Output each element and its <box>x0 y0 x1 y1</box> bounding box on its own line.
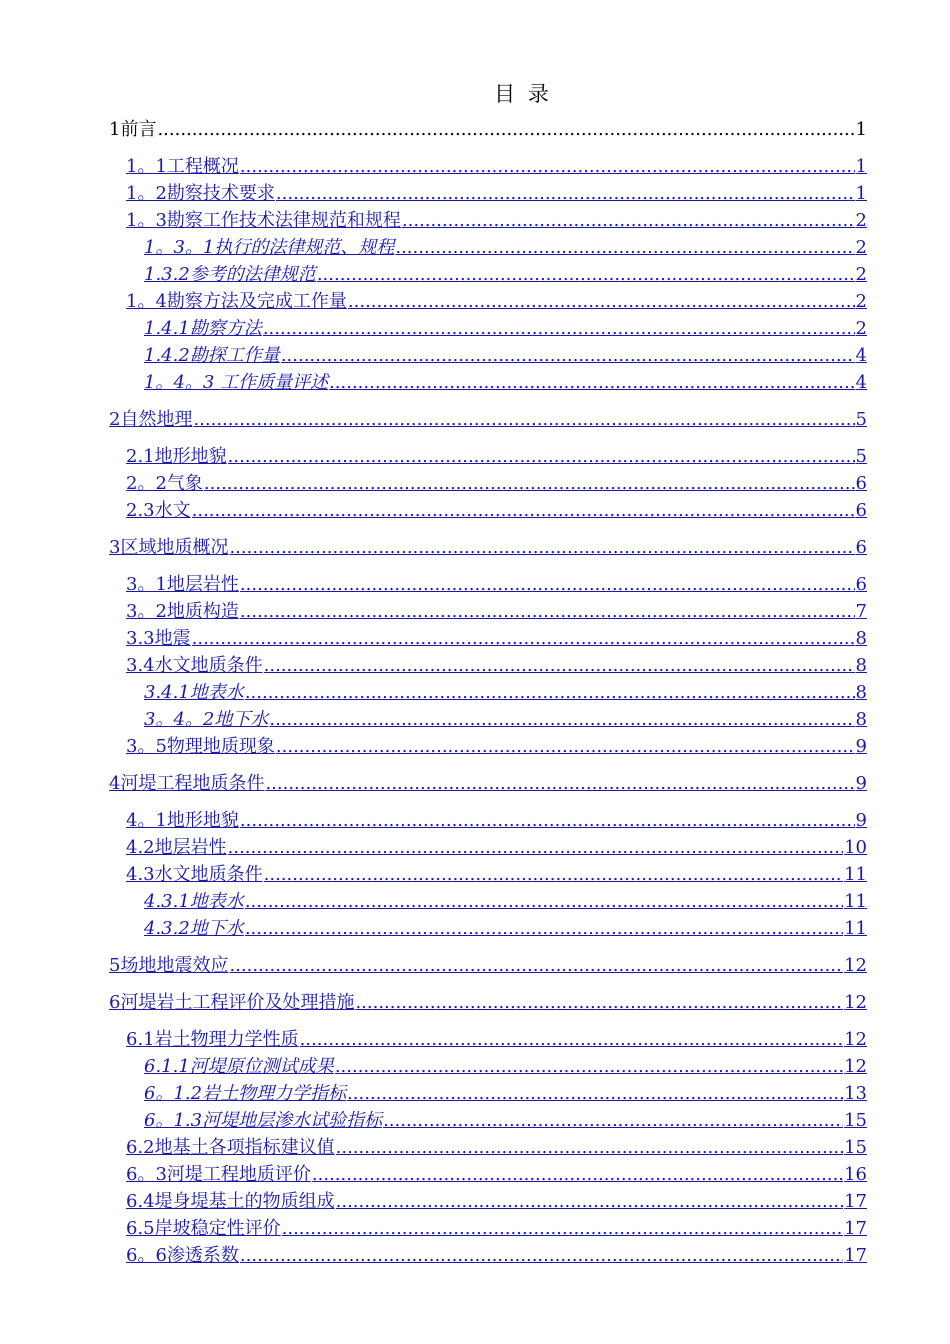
toc-page-number: 6 <box>855 574 867 595</box>
toc-dot-leader <box>264 654 855 678</box>
toc-page-number: 1 <box>855 119 867 140</box>
toc-dot-leader <box>347 1082 843 1106</box>
toc-entry-text: 3。1地层岩性 <box>126 574 239 595</box>
toc-entry[interactable] <box>126 1163 867 1187</box>
toc-entry[interactable] <box>126 735 867 759</box>
toc-entry[interactable] <box>109 954 867 978</box>
toc-dot-leader <box>228 445 855 469</box>
toc-page-number: 5 <box>855 446 867 467</box>
toc-entry-text: 6.5岸坡稳定性评价 <box>126 1218 281 1239</box>
toc-dot-leader <box>355 991 843 1015</box>
toc-dot-leader <box>245 917 843 941</box>
toc-entry[interactable] <box>126 209 867 233</box>
toc-dot-leader <box>240 155 855 179</box>
toc-entry[interactable] <box>126 863 867 887</box>
toc-entry[interactable] <box>144 1109 867 1133</box>
toc-entry[interactable] <box>126 155 867 179</box>
toc-entry-text: 3.4.1地表水 <box>144 682 244 703</box>
toc-dot-leader <box>240 1244 843 1268</box>
toc-entry-text: 1。1工程概况 <box>126 156 239 177</box>
toc-entry-text: 6。3河堤工程地质评价 <box>126 1164 311 1185</box>
toc-entry-text: 3。4。2地下水 <box>144 709 269 730</box>
toc-entry-text: 2.1地形地貌 <box>126 446 227 467</box>
toc-entry[interactable] <box>109 408 867 432</box>
toc-dot-leader <box>335 1055 843 1079</box>
toc-page-number: 4 <box>855 345 867 366</box>
toc-page-number: 6 <box>855 500 867 521</box>
toc-dot-leader <box>265 772 854 796</box>
toc-page-number: 12 <box>844 1056 867 1077</box>
toc-dot-leader <box>300 1028 843 1052</box>
toc-page-number: 12 <box>844 992 867 1013</box>
toc-entry-text: 6.4堤身堤基土的物质组成 <box>126 1191 335 1212</box>
toc-dot-leader <box>329 371 854 395</box>
toc-entry-text: 1.4.1勘察方法 <box>144 318 262 339</box>
toc-dot-leader <box>192 627 855 651</box>
toc-entry <box>109 118 867 142</box>
toc-dot-leader <box>229 954 843 978</box>
toc-page-number: 9 <box>855 810 867 831</box>
toc-page-number: 8 <box>855 682 867 703</box>
toc-entry[interactable] <box>144 890 867 914</box>
toc-entry-text: 6河堤岩土工程评价及处理措施 <box>109 992 355 1013</box>
toc-entry-text: 5场地地震效应 <box>109 955 229 976</box>
toc-entry[interactable] <box>144 263 867 287</box>
toc-entry-text: 1.3.2参考的法律规范 <box>144 264 316 285</box>
toc-page-number: 2 <box>855 318 867 339</box>
toc-entry[interactable] <box>126 1244 867 1268</box>
toc-page-number: 1 <box>855 183 867 204</box>
toc-entry-text: 6。1.2岩土物理力学指标 <box>144 1083 347 1104</box>
toc-entry-text: 4.3.2地下水 <box>144 918 244 939</box>
toc-entry-text: 3.3地震 <box>126 628 191 649</box>
toc-dot-leader <box>348 290 855 314</box>
toc-entry-text: 3.4水文地质条件 <box>126 655 263 676</box>
toc-page-number: 7 <box>855 601 867 622</box>
toc-page-number: 6 <box>855 473 867 494</box>
toc-dot-leader <box>402 209 855 233</box>
toc-page-number: 9 <box>855 773 867 794</box>
toc-page-number: 4 <box>855 372 867 393</box>
toc-dot-leader <box>276 182 855 206</box>
toc-dot-leader <box>263 317 855 341</box>
toc-page-number: 6 <box>855 537 867 558</box>
toc-dot-leader <box>240 573 855 597</box>
toc-title: 目 录 <box>494 82 552 106</box>
toc-dot-leader <box>157 118 854 142</box>
toc-entry[interactable] <box>144 236 867 260</box>
toc-entry[interactable] <box>109 991 867 1015</box>
toc-entry[interactable] <box>126 499 867 523</box>
toc-entry-text: 2.3水文 <box>126 500 191 521</box>
toc-entry[interactable] <box>126 627 867 651</box>
toc-page-number: 13 <box>844 1083 867 1104</box>
toc-entry[interactable] <box>144 317 867 341</box>
toc-entry-text: 1前言 <box>109 119 157 140</box>
toc-dot-leader <box>240 600 855 624</box>
toc-dot-leader <box>317 263 855 287</box>
toc-entry-text: 3区域地质概况 <box>109 537 229 558</box>
toc-dot-leader <box>245 681 855 705</box>
toc-entry[interactable] <box>144 681 867 705</box>
toc-entry-text: 1。4勘察方法及完成工作量 <box>126 291 347 312</box>
toc-dot-leader <box>204 472 855 496</box>
toc-entry-text: 2。2气象 <box>126 473 203 494</box>
toc-entry[interactable] <box>126 290 867 314</box>
toc-page-number: 2 <box>855 264 867 285</box>
toc-dot-leader <box>336 1136 843 1160</box>
toc-entry-text: 6.1.1河堤原位测试成果 <box>144 1056 334 1077</box>
toc-page-number: 12 <box>844 1029 867 1050</box>
toc-entry-text: 4.2地层岩性 <box>126 837 227 858</box>
toc-entry-text: 4。1地形地貌 <box>126 810 239 831</box>
toc-entry-text: 1。4。3 工作质量评述 <box>144 372 329 393</box>
toc-entry[interactable] <box>126 182 867 206</box>
toc-entry-text: 4.3水文地质条件 <box>126 864 263 885</box>
toc-entry-text: 4河堤工程地质条件 <box>109 773 265 794</box>
toc-entry-text: 3。5物理地质现象 <box>126 736 275 757</box>
toc-page-number: 1 <box>855 156 867 177</box>
toc-page-number: 12 <box>844 955 867 976</box>
toc-entry-text: 3。2地质构造 <box>126 601 239 622</box>
toc-page-number: 17 <box>844 1245 867 1266</box>
toc-dot-leader <box>281 344 855 368</box>
toc-entry[interactable] <box>126 809 867 833</box>
toc-page-number: 11 <box>844 891 867 912</box>
toc-entry-text: 1.4.2勘探工作量 <box>144 345 280 366</box>
toc-page-number: 11 <box>844 864 867 885</box>
toc-dot-leader <box>276 735 855 759</box>
toc-dot-leader <box>229 536 854 560</box>
toc-entry[interactable] <box>126 1028 867 1052</box>
toc-entry-text: 2自然地理 <box>109 409 193 430</box>
toc-entry-text: 6。1.3河堤地层渗水试验指标 <box>144 1110 383 1131</box>
toc-dot-leader <box>240 809 855 833</box>
toc-entry[interactable] <box>126 836 867 860</box>
toc-entry[interactable] <box>126 1217 867 1241</box>
toc-page-number: 8 <box>855 655 867 676</box>
toc-entry[interactable] <box>126 1190 867 1214</box>
toc-entry-text: 6.2地基土各项指标建议值 <box>126 1137 335 1158</box>
toc-entry-text: 1。3。1执行的法律规范、规程 <box>144 237 395 258</box>
toc-page-number: 9 <box>855 736 867 757</box>
toc-page-number: 17 <box>844 1218 867 1239</box>
toc-page-number: 16 <box>844 1164 867 1185</box>
toc-entry[interactable] <box>144 1055 867 1079</box>
toc-dot-leader <box>383 1109 843 1133</box>
toc-entry[interactable] <box>126 654 867 678</box>
toc-dot-leader <box>312 1163 843 1187</box>
toc-dot-leader <box>269 708 854 732</box>
toc-entry[interactable] <box>144 344 867 368</box>
toc-entry[interactable] <box>126 600 867 624</box>
toc-entry[interactable] <box>109 536 867 560</box>
toc-page-number: 15 <box>844 1137 867 1158</box>
toc-entry[interactable] <box>126 573 867 597</box>
toc-page-number: 11 <box>844 918 867 939</box>
toc-page-number: 2 <box>855 291 867 312</box>
toc-page-number: 15 <box>844 1110 867 1131</box>
toc-entry-text: 6。6渗透系数 <box>126 1245 239 1266</box>
toc-entry-text: 1。2勘察技术要求 <box>126 183 275 204</box>
toc-page-number: 2 <box>855 237 867 258</box>
toc-dot-leader <box>264 863 843 887</box>
toc-entry[interactable] <box>144 371 867 395</box>
toc-entry-text: 6.1岩土物理力学性质 <box>126 1029 299 1050</box>
toc-page-number: 8 <box>855 709 867 730</box>
toc-entry-text: 1。3勘察工作技术法律规范和规程 <box>126 210 401 231</box>
toc-entry[interactable] <box>126 472 867 496</box>
toc-page-number: 17 <box>844 1191 867 1212</box>
toc-entry[interactable] <box>126 445 867 469</box>
toc-dot-leader <box>282 1217 843 1241</box>
toc-dot-leader <box>228 836 843 860</box>
toc-entry[interactable] <box>109 772 867 796</box>
toc-entry[interactable] <box>144 917 867 941</box>
toc-page-number: 5 <box>855 409 867 430</box>
toc-dot-leader <box>193 408 854 432</box>
toc-dot-leader <box>245 890 843 914</box>
toc-entry-text: 4.3.1地表水 <box>144 891 244 912</box>
toc-entry[interactable] <box>144 1082 867 1106</box>
toc-entry[interactable] <box>126 1136 867 1160</box>
toc-page-number: 2 <box>855 210 867 231</box>
toc-page-number: 10 <box>844 837 867 858</box>
toc-dot-leader <box>336 1190 843 1214</box>
toc-page-number: 8 <box>855 628 867 649</box>
toc-dot-leader <box>192 499 855 523</box>
toc-dot-leader <box>395 236 854 260</box>
toc-entry[interactable] <box>144 708 867 732</box>
